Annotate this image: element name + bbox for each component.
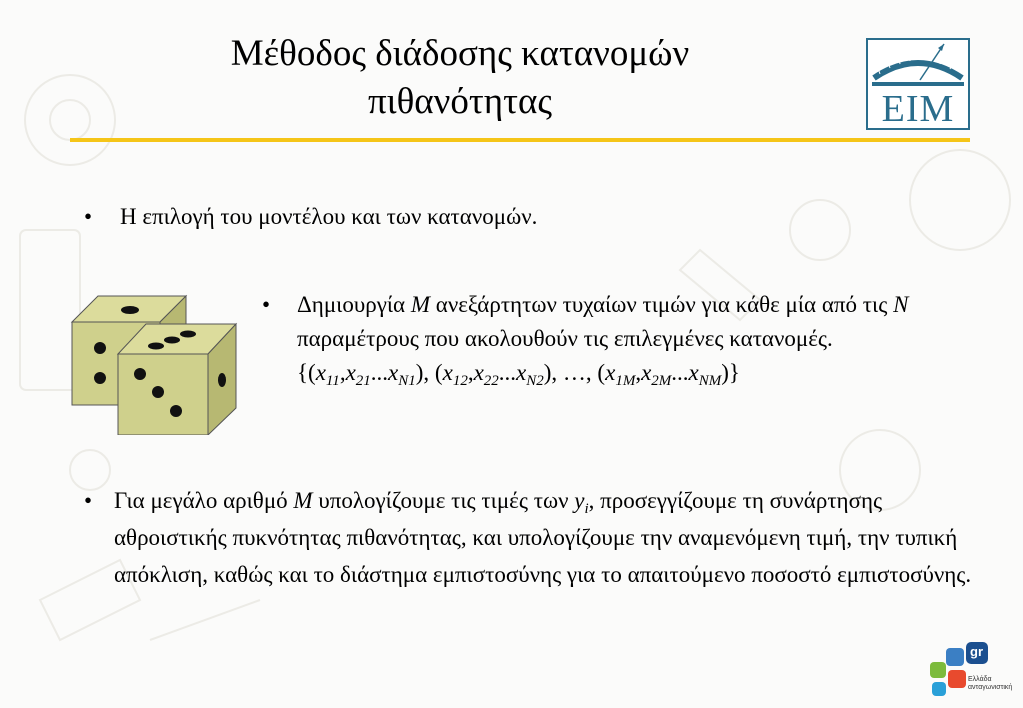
gr-label: gr	[970, 644, 983, 659]
subscript-i: i	[584, 501, 589, 517]
page-title-line1: Μέθοδος διάδοσης κατανομών	[230, 33, 690, 74]
bullet-random-generation	[262, 288, 962, 390]
bullet-text	[114, 482, 974, 593]
page-title-line2: πιθανότητας	[367, 81, 553, 122]
dice-illustration	[64, 290, 244, 435]
text-run: Για μεγάλο αριθμό	[114, 488, 294, 513]
eim-logo-text: EIM	[881, 88, 955, 130]
text-run: παραμέτρους που ακολουθούν τις επιλεγμένες κατανομές.	[297, 326, 833, 351]
text-run: ανεξάρτητων τυχαίων τιμών για κάθε μία από τις	[430, 292, 894, 317]
var-y: y	[574, 488, 585, 513]
footer-logo-line2: ανταγωνιστική	[968, 684, 1013, 691]
bullet-marker: •	[84, 488, 93, 513]
title-divider	[70, 138, 970, 142]
var-M: M	[293, 488, 313, 513]
text-run: Δημιουργία	[297, 292, 411, 317]
var-M: M	[410, 292, 431, 317]
front-die-icon	[118, 324, 236, 435]
bullet-text	[297, 288, 962, 390]
page-title	[100, 30, 820, 126]
text-run: υπολογίζουμε τις τιμές των	[312, 488, 575, 513]
bullet-marker: •	[84, 204, 93, 229]
bullet-model-selection	[84, 200, 537, 234]
text-run: , προσεγγίζουμε τη συνάρτησης αθροιστικής πυκνότητας πιθανότητας, και υπολογίζουμε την αναμενόμενη τιμή, την τυπική απόκλιση, καθώς και το διάστημα εμπιστοσύνης για το απαιτούμενο ποσοστό εμπιστοσύνης.	[114, 488, 972, 587]
sample-set-formula: {$(x_{11},x_{21}...x_{N1})$, $(x_{12},x_{22}...x_{N2})$, …, $(x_{1M},x_{2M}...x_{NM})$}	[297, 360, 740, 389]
footer-logo-line1: Ελλάδα	[968, 676, 992, 683]
bullet-marker: •	[262, 292, 271, 317]
var-N: N	[893, 292, 909, 317]
bullet-text: Η επιλογή του μοντέλου και των κατανομών.	[120, 204, 538, 229]
bullet-large-M	[84, 482, 974, 593]
footer-logo-caption	[968, 676, 1012, 692]
